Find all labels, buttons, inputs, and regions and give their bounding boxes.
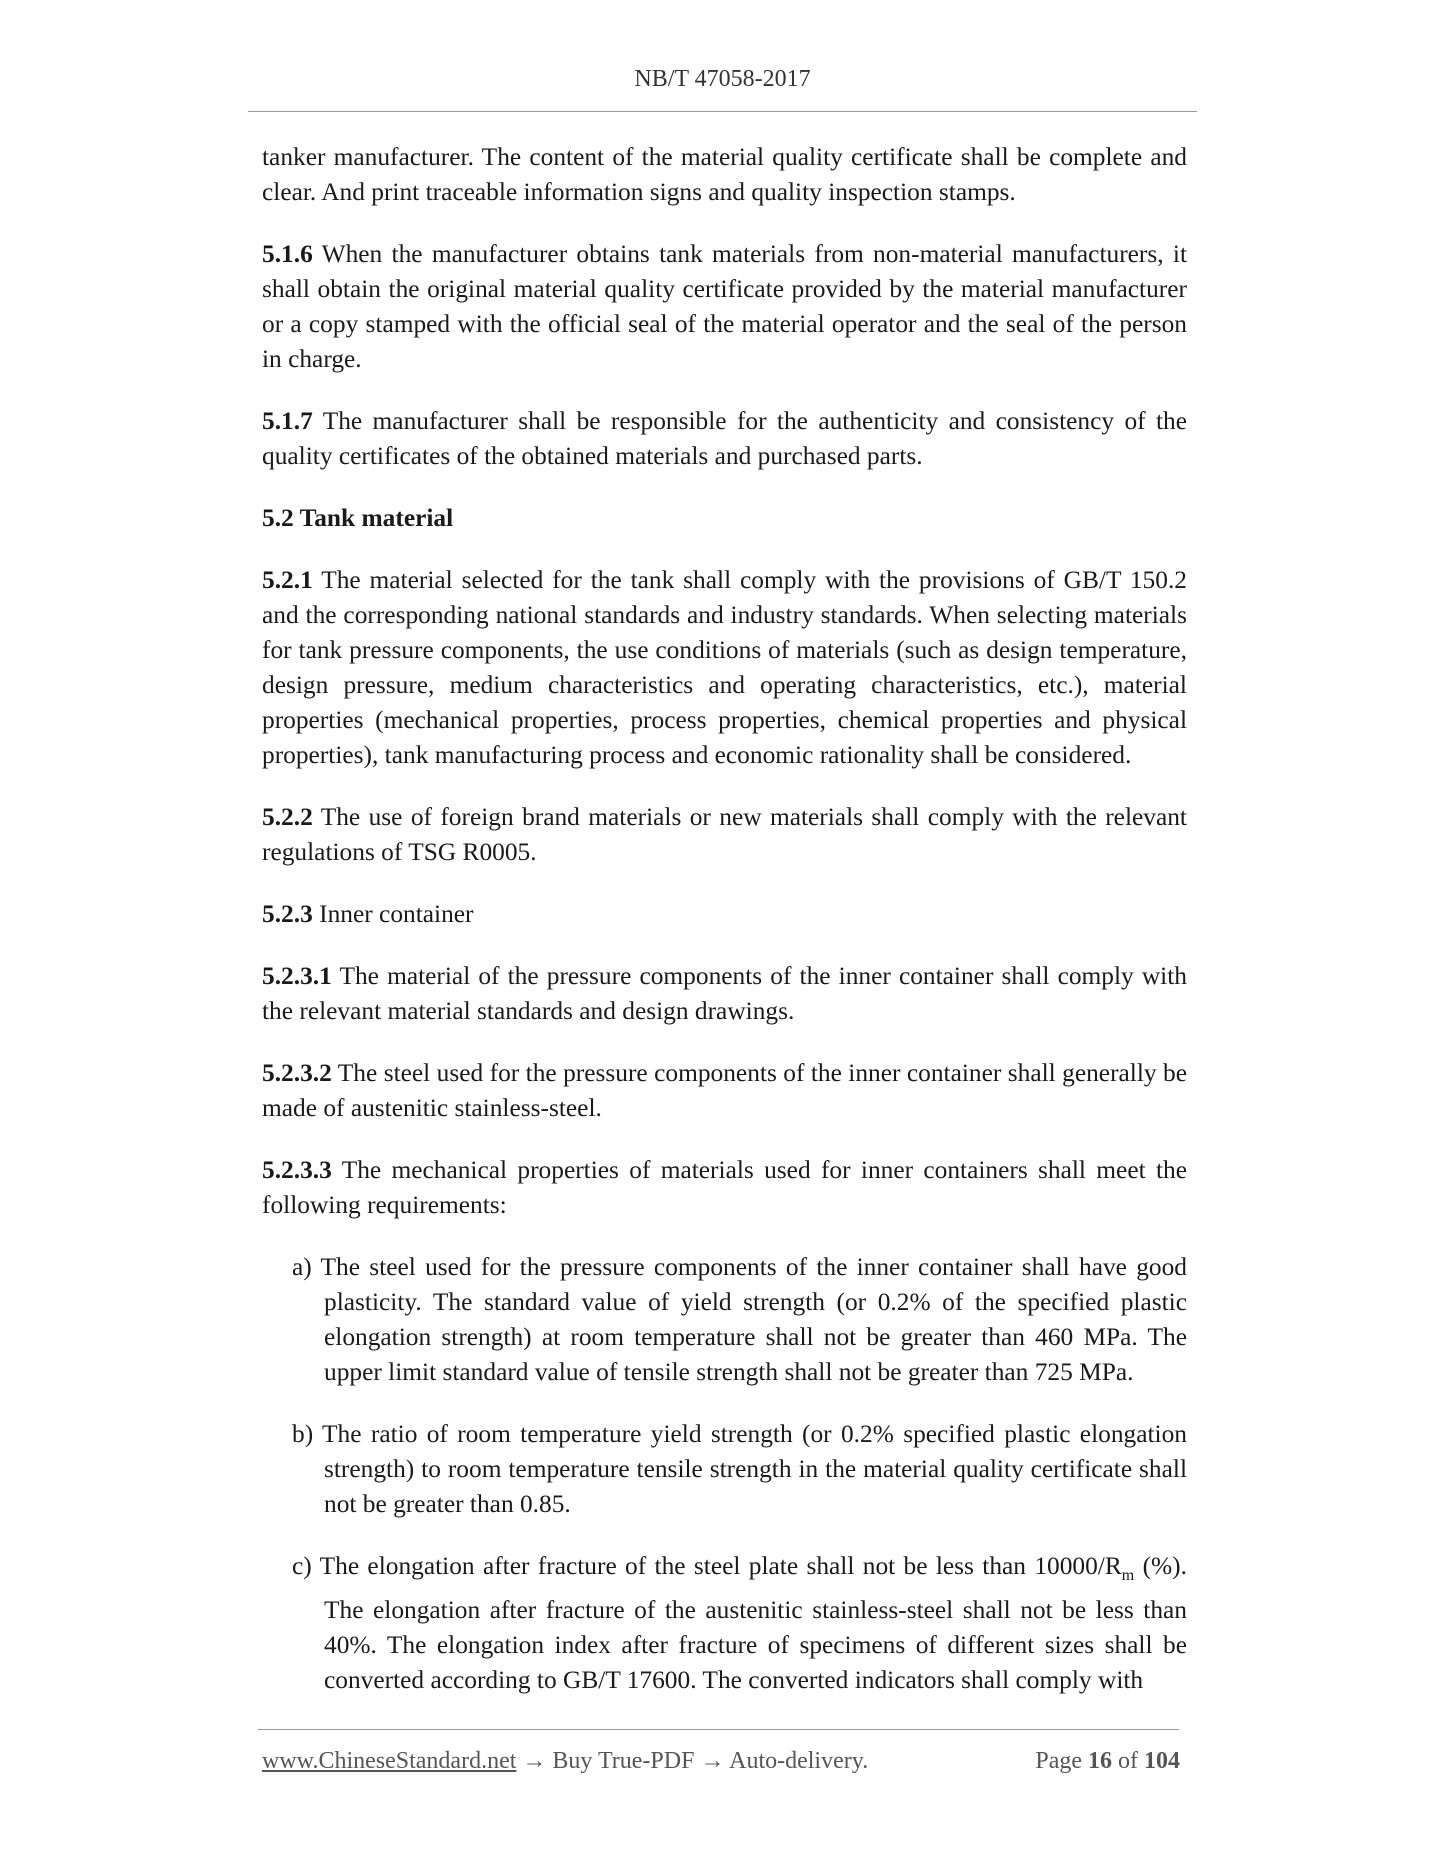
clause-text: The manufacturer shall be responsible for the authenticity and consistency of the quality certificates of the obtained materials and purchased parts. bbox=[262, 407, 1187, 470]
page-total: 104 bbox=[1144, 1748, 1180, 1774]
list-item-label: a) bbox=[292, 1253, 312, 1281]
clause-5-1-7 bbox=[262, 404, 1187, 474]
paragraph-text: tanker manufacturer. The content of the material quality certificate shall be complete and clear. And print traceable information signs and quality inspection stamps. bbox=[262, 143, 1187, 206]
clause-text: The mechanical properties of materials used for inner containers shall meet the following requirements: bbox=[262, 1156, 1187, 1219]
header-divider bbox=[248, 111, 1197, 112]
list-item-text: The elongation after fracture of the steel plate shall not be less than 10000/R bbox=[311, 1552, 1122, 1580]
site-link[interactable]: www.ChineseStandard.net bbox=[262, 1748, 517, 1774]
clause-5-2-3-3 bbox=[262, 1153, 1187, 1223]
paragraph-continuation bbox=[262, 140, 1187, 210]
page-word: Page bbox=[1035, 1748, 1082, 1774]
clause-number: 5.1.6 bbox=[262, 240, 313, 268]
list-item-a bbox=[292, 1250, 1187, 1390]
clause-text: The use of foreign brand materials or new materials shall comply with the relevant regulations of TSG R0005. bbox=[262, 803, 1187, 866]
clause-number: 5.2.3.1 bbox=[262, 962, 332, 990]
clause-5-2-3-1 bbox=[262, 959, 1187, 1029]
clause-number: 5.2.2 bbox=[262, 803, 313, 831]
section-heading-5-2: 5.2 Tank material bbox=[262, 504, 454, 532]
list-item-text-cont: (%). The elongation after fracture of the austenitic stainless-steel shall not be less than 40%. The elongation index after fracture of specimens of different sizes shall be converted according to GB/T 17600. The converted indicators shall comply with bbox=[324, 1552, 1187, 1695]
clause-5-2-1 bbox=[262, 563, 1187, 773]
page-indicator bbox=[1035, 1748, 1180, 1775]
clause-5-1-6 bbox=[262, 237, 1187, 377]
clause-number: 5.2.3.3 bbox=[262, 1156, 332, 1184]
clause-number: 5.1.7 bbox=[262, 407, 313, 435]
footer-divider bbox=[258, 1729, 1179, 1730]
clause-5-2-3 bbox=[262, 897, 1187, 932]
clause-number: 5.2.3.2 bbox=[262, 1059, 332, 1087]
page-header-doc-id: NB/T 47058-2017 bbox=[634, 66, 811, 92]
clause-number: 5.2.3 bbox=[262, 900, 313, 928]
page-current: 16 bbox=[1088, 1748, 1112, 1774]
page-footer bbox=[262, 1748, 1180, 1775]
page-of: of bbox=[1118, 1748, 1138, 1774]
clause-5-2-2 bbox=[262, 800, 1187, 870]
list-item-label: c) bbox=[292, 1552, 312, 1580]
clause-text: The material selected for the tank shall comply with the provisions of GB/T 150.2 and the corresponding national standards and industry standards. When selecting materials for tank pressure components, the use conditions of materials (such as design temperature, design pressure, medium characteristics and operating characteristics, etc.), material properties (mechanical properties, process properties, chemical properties and physical properties), tank manufacturing process and economic rationality shall be considered. bbox=[262, 566, 1187, 769]
list-item-c bbox=[292, 1549, 1187, 1698]
clause-text: The steel used for the pressure components of the inner container shall generally be made of austenitic stainless-steel. bbox=[262, 1059, 1187, 1122]
promo-text: → Buy True-PDF → Auto-delivery. bbox=[516, 1748, 869, 1774]
clause-text: The material of the pressure components of the inner container shall comply with the relevant material standards and design drawings. bbox=[262, 962, 1187, 1025]
clause-number: 5.2.1 bbox=[262, 566, 313, 594]
clause-text: When the manufacturer obtains tank materials from non-material manufacturers, it shall obtain the original material quality certificate provided by the material manufacturer or a copy stamped with the official seal of the material operator and the seal of the person in charge. bbox=[262, 240, 1187, 373]
list-item-text: The ratio of room temperature yield strength (or 0.2% specified plastic elongation strength) to room temperature tensile strength in the material quality certificate shall not be greater than 0.85. bbox=[313, 1420, 1187, 1518]
list-item-text: The steel used for the pressure components of the inner container shall have good plasticity. The standard value of yield strength (or 0.2% of the specified plastic elongation strength) at room temperature shall not be greater than 460 MPa. The upper limit standard value of tensile strength shall not be greater than 725 MPa. bbox=[311, 1253, 1187, 1386]
list-item-b bbox=[292, 1417, 1187, 1522]
clause-5-2-3-2 bbox=[262, 1056, 1187, 1126]
document-body bbox=[262, 140, 1187, 1725]
list-item-label: b) bbox=[292, 1420, 314, 1448]
subscript-m: m bbox=[1121, 1567, 1135, 1585]
clause-text: Inner container bbox=[312, 900, 474, 928]
